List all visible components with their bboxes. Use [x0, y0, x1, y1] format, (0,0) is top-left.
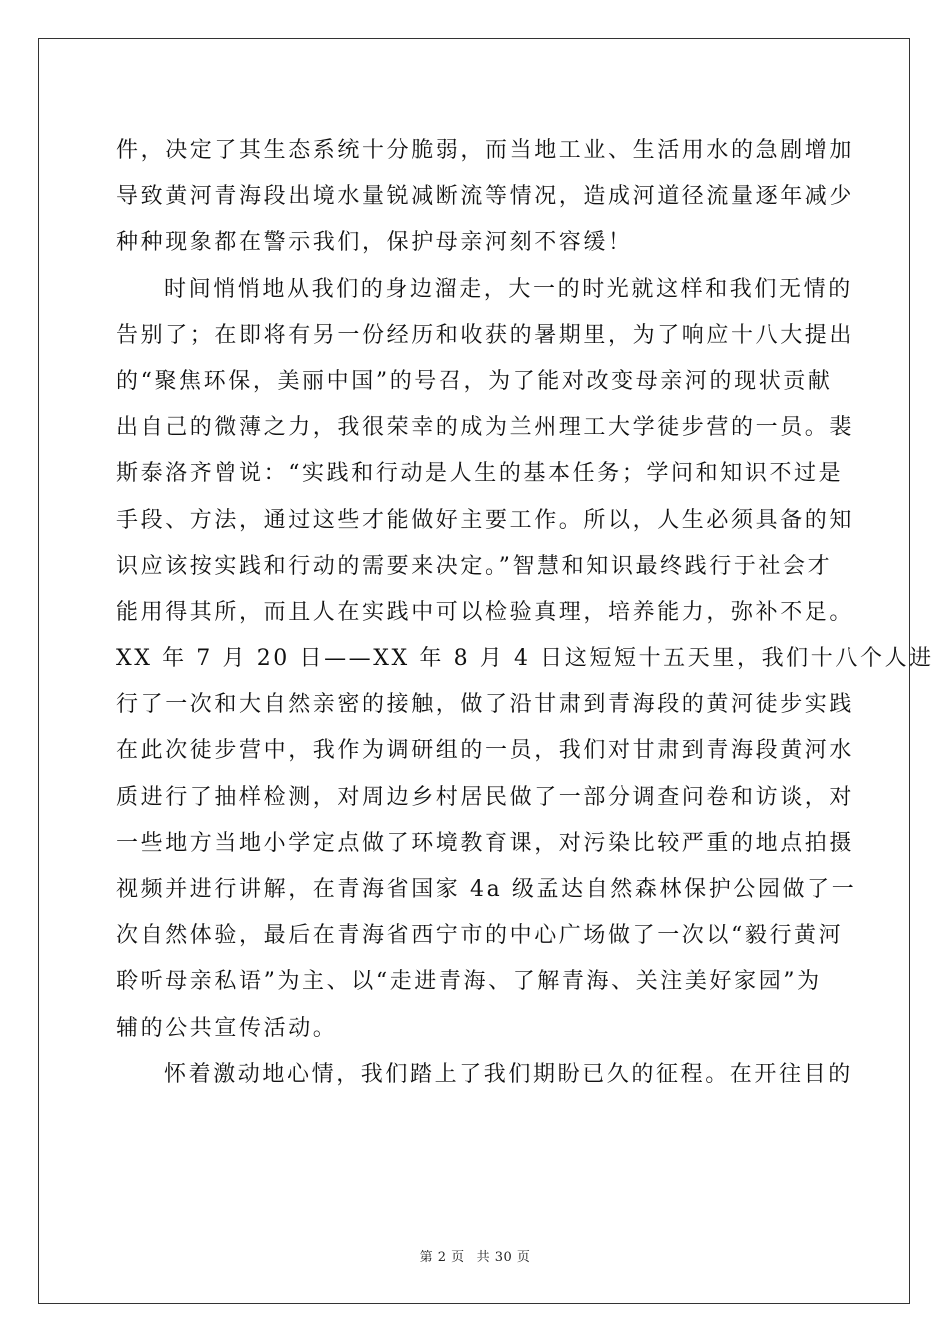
text-line: 件，决定了其生态系统十分脆弱，而当地工业、生活用水的急剧增加 — [116, 138, 855, 163]
page-total: 共 30 页 — [476, 1250, 531, 1265]
text-line: 识应该按实践和行动的需要来决定。”智慧和知识最终践行于社会才 — [116, 553, 833, 579]
text-line: 聆听母亲私语”为主、以“走进青海、了解青海、关注美好家园”为 — [116, 969, 822, 995]
text-line: 种种现象都在警示我们，保护母亲河刻不容缓！ — [116, 230, 633, 256]
text-line: 的“聚焦环保，美丽中国”的号召，为了能对改变母亲河的现状贡献 — [116, 368, 833, 394]
text-line: 质进行了抽样检测，对周边乡村居民做了一部分调查问卷和访谈，对 — [116, 784, 855, 810]
text-line: 导致黄河青海段出境水量锐减断流等情况，造成河道径流量逐年减少 — [116, 184, 855, 210]
text-line: 视频并进行讲解，在青海省国家 4a 级孟达自然森林保护公园做了一 — [116, 877, 857, 902]
text-line: 能用得其所，而且人在实践中可以检验真理，培养能力，弥补不足。 — [116, 599, 855, 625]
text-line: 行了一次和大自然亲密的接触，做了沿甘肃到青海段的黄河徒步实践 — [116, 692, 855, 718]
text-line: 斯泰洛齐曾说：“实践和行动是人生的基本任务；学问和知识不过是 — [116, 461, 844, 487]
text-line: 一些地方当地小学定点做了环境教育课，对污染比较严重的地点拍摄 — [116, 830, 855, 856]
paragraph-first-line: 时间悄悄地从我们的身边溜走，大一的时光就这样和我们无情的 — [164, 276, 853, 302]
text-line: 辅的公共宣传活动。 — [116, 1015, 338, 1041]
document-body — [116, 128, 934, 1098]
text-line: 告别了；在即将有另一份经历和收获的暑期里，为了响应十八大提出 — [116, 322, 855, 348]
paragraph-first-line: 怀着激动地心情，我们踏上了我们期盼已久的征程。在开往目的 — [164, 1061, 853, 1087]
text-line: 在此次徒步营中，我作为调研组的一员，我们对甘肃到青海段黄河水 — [116, 738, 855, 764]
text-line: 次自然体验，最后在青海省西宁市的中心广场做了一次以“毅行黄河 — [116, 923, 844, 949]
page-footer — [0, 1246, 950, 1265]
page-number: 第 2 页 — [419, 1250, 465, 1265]
text-line: 出自己的微薄之力，我很荣幸的成为兰州理工大学徒步营的一员。裴 — [116, 415, 855, 441]
text-line: XX 年 7 月 20 日——XX 年 8 月 4 日这短短十五天里，我们十八个人进 — [116, 646, 934, 672]
text-line: 手段、方法，通过这些才能做好主要工作。所以，人生必须具备的知 — [116, 507, 855, 533]
